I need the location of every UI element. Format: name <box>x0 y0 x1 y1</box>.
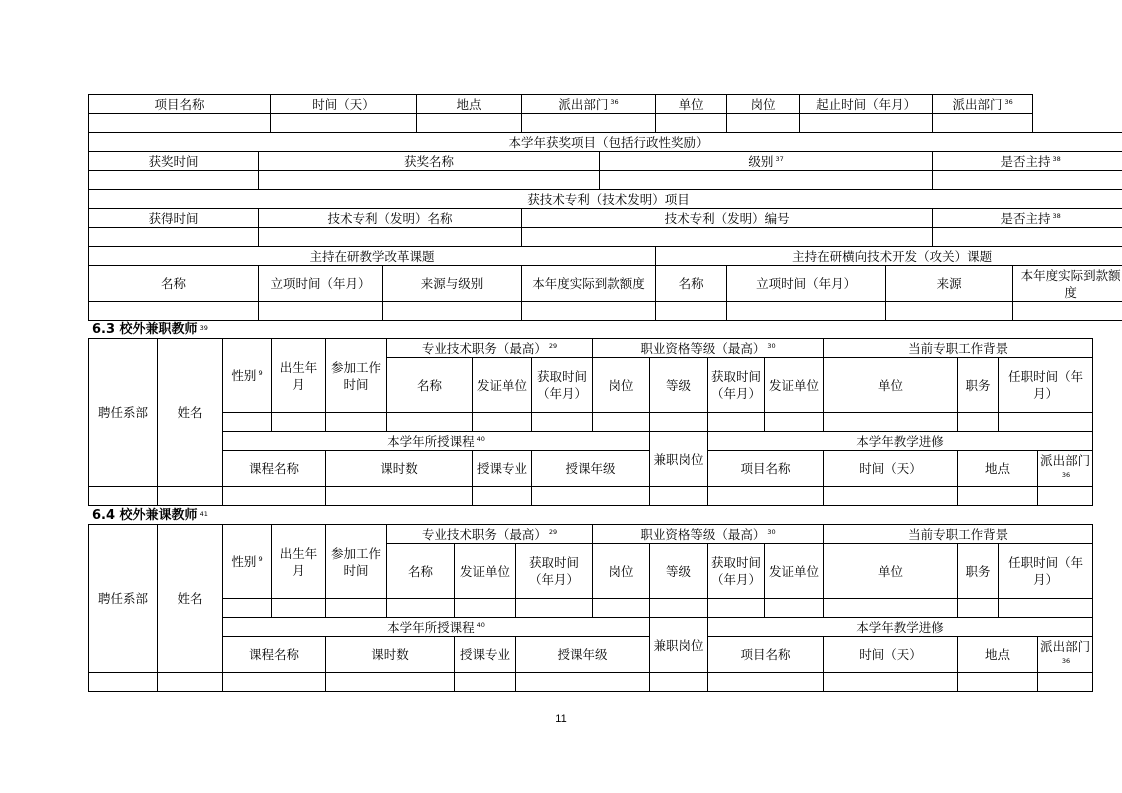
empty-cell <box>271 114 417 133</box>
empty-cell <box>223 673 326 692</box>
col-dispatch-dept-2: 派出部门 $^{36}$ <box>933 95 1033 114</box>
col-project-name: 项目名称 <box>89 95 271 114</box>
qual-issuer-label: 发证单位 <box>765 358 824 413</box>
tenure-time-label: 任职时间（年月） <box>999 544 1093 599</box>
empty-cell <box>532 487 650 506</box>
training-place-label: 地点 <box>958 451 1038 487</box>
empty-cell <box>824 413 958 432</box>
course-name-label: 课程名称 <box>223 637 326 673</box>
empty-cell <box>223 413 272 432</box>
qual-grade-label: 等级 <box>650 358 708 413</box>
patents-section-title: 获技术专利（技术发明）项目 <box>89 190 1122 209</box>
empty-cell <box>708 487 824 506</box>
col-reform-name: 名称 <box>89 266 259 302</box>
empty-cell <box>272 599 326 618</box>
empty-cell <box>999 599 1093 618</box>
major-label: 授课专业 <box>455 637 516 673</box>
empty-cell <box>999 413 1093 432</box>
col-start-end-time: 起止时间（年月） <box>800 95 933 114</box>
section-heading-6-4: 6.4 校外兼课教师 $^{41}$ <box>92 508 208 523</box>
empty-cell <box>593 599 650 618</box>
courses-group: 本学年所授课程 $^{40}$ <box>223 618 650 637</box>
hiring-department-label: 聘任系部 <box>89 339 158 487</box>
empty-cell <box>259 228 522 247</box>
empty-cell <box>89 171 259 190</box>
empty-cell <box>708 673 824 692</box>
col-patent-time: 获得时间 <box>89 209 259 228</box>
training-group: 本学年教学进修 <box>708 432 1093 451</box>
empty-cell <box>89 228 259 247</box>
tenure-time-label: 任职时间（年月） <box>999 358 1093 413</box>
hours-label: 课时数 <box>326 637 455 673</box>
issuer-label: 发证单位 <box>455 544 516 599</box>
empty-cell <box>656 302 727 321</box>
empty-cell <box>958 413 999 432</box>
unit-label: 单位 <box>824 358 958 413</box>
empty-cell <box>1038 487 1093 506</box>
empty-cell <box>958 487 1038 506</box>
empty-cell <box>516 673 650 692</box>
empty-cell <box>89 114 271 133</box>
col-reform-source: 来源与级别 <box>383 266 522 302</box>
tech-projects-title: 主持在研横向技术开发（攻关）课题 <box>656 247 1122 266</box>
col-reform-start: 立项时间（年月） <box>259 266 383 302</box>
empty-cell <box>522 228 933 247</box>
empty-cell <box>650 413 708 432</box>
reform-projects-title: 主持在研教学改革课题 <box>89 247 656 266</box>
empty-cell <box>593 413 650 432</box>
empty-cell <box>824 673 958 692</box>
name-label: 姓名 <box>158 339 223 487</box>
obtain-time-label: 获取时间（年月） <box>532 358 593 413</box>
empty-cell <box>326 487 473 506</box>
empty-cell <box>933 228 1122 247</box>
empty-cell <box>259 171 600 190</box>
empty-cell <box>532 413 593 432</box>
col-award-host: 是否主持 $^{38}$ <box>933 152 1122 171</box>
empty-cell <box>824 487 958 506</box>
external-course-teacher-table <box>88 524 1093 692</box>
qual-obtain-time-label: 获取时间（年月） <box>708 544 765 599</box>
empty-cell <box>473 413 532 432</box>
empty-cell <box>259 302 383 321</box>
gender-label: 性别 $^9$ <box>223 525 272 599</box>
qual-post-label: 岗位 <box>593 358 650 413</box>
empty-cell <box>516 599 593 618</box>
qual-obtain-time-label: 获取时间（年月） <box>708 358 765 413</box>
part-time-post-label: 兼职岗位 <box>650 618 708 673</box>
col-tech-funding: 本年度实际到款额度 <box>1013 266 1122 302</box>
name-label: 姓名 <box>158 525 223 673</box>
empty-cell <box>89 673 158 692</box>
empty-cell <box>708 599 765 618</box>
hiring-department-label: 聘任系部 <box>89 525 158 673</box>
empty-cell <box>223 487 326 506</box>
empty-cell <box>656 114 727 133</box>
empty-cell <box>650 599 708 618</box>
professional-title-group: 专业技术职务（最高） $^{29}$ <box>387 339 593 358</box>
duty-label: 职务 <box>958 358 999 413</box>
course-grade-label: 授课年级 <box>516 637 650 673</box>
empty-cell <box>383 302 522 321</box>
birth-label: 出生年月 <box>272 525 326 599</box>
col-post: 岗位 <box>727 95 800 114</box>
training-dept-label: 派出部门$^{36}$ <box>1038 637 1093 673</box>
empty-cell <box>326 673 455 692</box>
qual-issuer-label: 发证单位 <box>765 544 824 599</box>
empty-cell <box>600 171 933 190</box>
col-tech-start: 立项时间（年月） <box>727 266 886 302</box>
prof-name-label: 名称 <box>387 358 473 413</box>
empty-cell <box>650 673 708 692</box>
empty-cell <box>473 487 532 506</box>
course-name-label: 课程名称 <box>223 451 326 487</box>
hours-label: 课时数 <box>326 451 473 487</box>
gender-label: 性别 $^9$ <box>223 339 272 413</box>
empty-cell <box>455 599 516 618</box>
training-group: 本学年教学进修 <box>708 618 1093 637</box>
empty-cell <box>958 599 999 618</box>
part-time-post-label: 兼职岗位 <box>650 432 708 487</box>
empty-cell <box>933 114 1033 133</box>
training-dept-label: 派出部门$^{36}$ <box>1038 451 1093 487</box>
part-time-teacher-table <box>88 338 1093 506</box>
awards-section-title: 本学年获奖项目（包括行政性奖励） <box>89 133 1122 152</box>
major-label: 授课专业 <box>473 451 532 487</box>
empty-cell <box>522 302 656 321</box>
empty-cell <box>387 599 455 618</box>
empty-cell <box>158 673 223 692</box>
empty-cell <box>272 413 326 432</box>
job-background-group: 当前专职工作背景 <box>824 525 1093 544</box>
col-patent-host: 是否主持 $^{38}$ <box>933 209 1122 228</box>
training-place-label: 地点 <box>958 637 1038 673</box>
col-time-days: 时间（天） <box>271 95 417 114</box>
empty-cell <box>326 413 387 432</box>
empty-cell <box>765 599 824 618</box>
empty-cell <box>708 413 765 432</box>
training-project-label: 项目名称 <box>708 637 824 673</box>
job-background-group: 当前专职工作背景 <box>824 339 1093 358</box>
col-award-time: 获奖时间 <box>89 152 259 171</box>
join-work-label: 参加工作时间 <box>326 525 387 599</box>
empty-cell <box>727 302 886 321</box>
empty-cell <box>1038 673 1093 692</box>
col-dispatch-dept: 派出部门 $^{36}$ <box>522 95 656 114</box>
empty-cell <box>727 114 800 133</box>
empty-cell <box>223 599 272 618</box>
empty-cell <box>522 114 656 133</box>
empty-cell <box>455 673 516 692</box>
obtain-time-label: 获取时间（年月） <box>516 544 593 599</box>
qual-grade-label: 等级 <box>650 544 708 599</box>
col-tech-name: 名称 <box>656 266 727 302</box>
page-number: 11 <box>555 713 567 725</box>
issuer-label: 发证单位 <box>473 358 532 413</box>
empty-cell <box>958 673 1038 692</box>
empty-cell <box>158 487 223 506</box>
professional-title-group: 专业技术职务（最高） $^{29}$ <box>387 525 593 544</box>
empty-cell <box>387 413 473 432</box>
qual-post-label: 岗位 <box>593 544 650 599</box>
qualification-group: 职业资格等级（最高） $^{30}$ <box>593 525 824 544</box>
empty-cell <box>1013 302 1122 321</box>
training-time-label: 时间（天） <box>824 451 958 487</box>
empty-cell <box>650 487 708 506</box>
qualification-group: 职业资格等级（最高） $^{30}$ <box>593 339 824 358</box>
col-award-level: 级别 $^{37}$ <box>600 152 933 171</box>
empty-cell <box>417 114 522 133</box>
training-time-label: 时间（天） <box>824 637 958 673</box>
empty-cell <box>933 171 1122 190</box>
section-heading-6-3: 6.3 校外兼职教师 $^{39}$ <box>92 322 208 337</box>
prof-name-label: 名称 <box>387 544 455 599</box>
courses-group: 本学年所授课程 $^{40}$ <box>223 432 650 451</box>
col-tech-source: 来源 <box>886 266 1013 302</box>
join-work-label: 参加工作时间 <box>326 339 387 413</box>
course-grade-label: 授课年级 <box>532 451 650 487</box>
col-location: 地点 <box>417 95 522 114</box>
top-table <box>88 94 1122 321</box>
duty-label: 职务 <box>958 544 999 599</box>
col-patent-name: 技术专利（发明）名称 <box>259 209 522 228</box>
birth-label: 出生年月 <box>272 339 326 413</box>
empty-cell <box>800 114 933 133</box>
empty-cell <box>765 413 824 432</box>
empty-cell <box>824 599 958 618</box>
unit-label: 单位 <box>824 544 958 599</box>
col-reform-funding: 本年度实际到款额度 <box>522 266 656 302</box>
col-patent-number: 技术专利（发明）编号 <box>522 209 933 228</box>
empty-cell <box>89 487 158 506</box>
col-award-name: 获奖名称 <box>259 152 600 171</box>
empty-cell <box>326 599 387 618</box>
training-project-label: 项目名称 <box>708 451 824 487</box>
col-unit: 单位 <box>656 95 727 114</box>
empty-cell <box>886 302 1013 321</box>
empty-cell <box>89 302 259 321</box>
